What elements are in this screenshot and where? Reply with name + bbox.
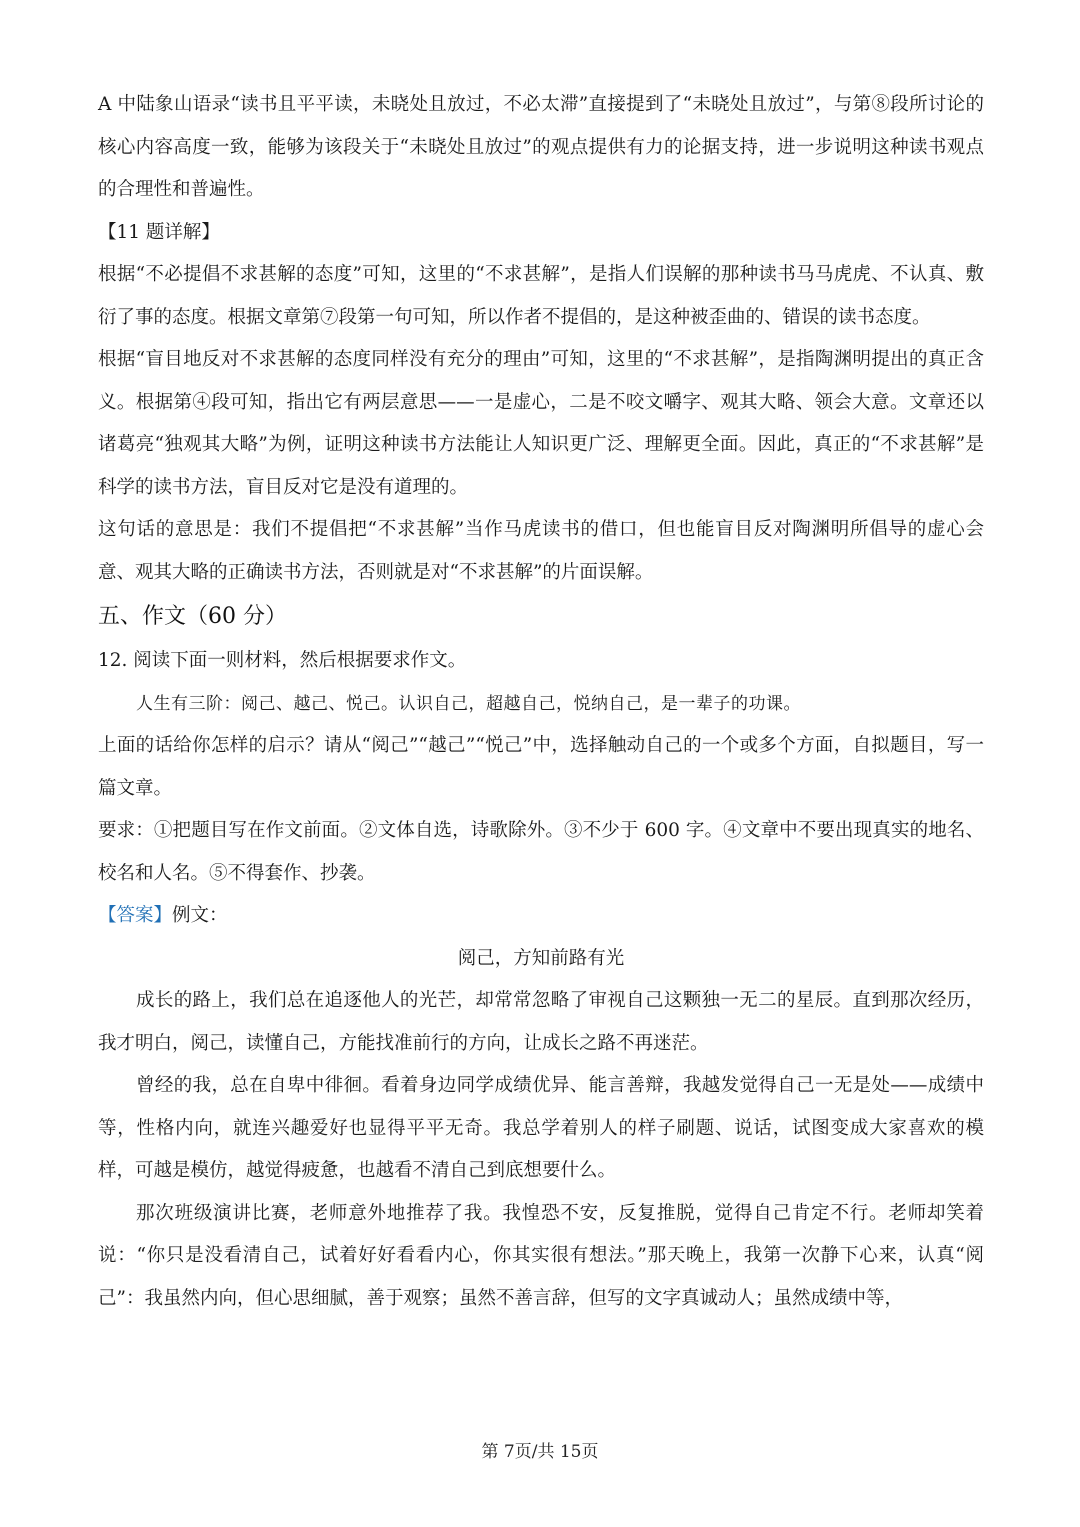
essay-paragraph: 那次班级演讲比赛，老师意外地推荐了我。我惶恐不安，反复推脱，觉得自己肯定不行。老师却笑着说：“你只是没看清自己，试着好好看看内心，你其实很有想法。”那天晚上，我第一次静下心来，认真“阅己”：我虽然内向，但心思细腻，善于观察；虽然不善言辞，但写的文字真诚动人；虽然成绩中等， bbox=[98, 1202, 984, 1309]
question-12-requirements: 要求：①把题目写在作文前面。②文体自选，诗歌除外。③不少于 600 字。④文章中不要出现真实的地名、校名和人名。⑤不得套作、抄袭。 bbox=[98, 820, 984, 884]
question-12-instruction: 上面的话给你怎样的启示？请从“阅己”“越己”“悦己”中，选择触动自己的一个或多个方面，自拟题目，写一篇文章。 bbox=[98, 735, 984, 799]
question-11-paragraph-2: 根据“盲目地反对不求甚解的态度同样没有充分的理由”可知，这里的“不求甚解”，是指陶渊明提出的真正含义。根据第④段可知，指出它有两层意思——一是虚心，二是不咬文嚼字、观其大略、领会大意。文章还以诸葛亮“独观其大略”为例，证明这种读书方法能让人知识更广泛、理解更全面。因此，真正的“不求甚解”是科学的读书方法，盲目反对它是没有道理的。 bbox=[98, 349, 984, 498]
analysis-paragraph-a: A 中陆象山语录“读书且平平读，未晓处且放过，不必太滞”直接提到了“未晓处且放过”，与第⑧段所讨论的核心内容高度一致，能够为该段关于“未晓处且放过”的观点提供有力的论据支持，进一步说明这种读书观点的合理性和普遍性。 bbox=[98, 94, 984, 200]
question-11-paragraph-1: 根据“不必提倡不求甚解的态度”可知，这里的“不求甚解”，是指人们误解的那种读书马马虎虎、不认真、敷衍了事的态度。根据文章第⑦段第一句可知，所以作者不提倡的，是这种被歪曲的、错误的读书态度。 bbox=[98, 264, 984, 328]
essay-title: 阅己，方知前路有光 bbox=[457, 947, 625, 969]
section-five-heading: 五、作文（60 分） bbox=[98, 604, 287, 629]
answer-intro: 例文： bbox=[172, 905, 228, 926]
answer-line bbox=[98, 895, 984, 938]
answer-label: 【答案】 bbox=[98, 905, 173, 926]
question-12-prompt: 12. 阅读下面一则材料，然后根据要求作文。 bbox=[98, 650, 467, 671]
question-12-material: 人生有三阶：阅己、越己、悦己。认识自己，超越自己，悦纳自己，是一辈子的功课。 bbox=[136, 693, 801, 714]
question-11-heading: 【11 题详解】 bbox=[98, 221, 220, 243]
essay-paragraph: 曾经的我，总在自卑中徘徊。看着身边同学成绩优异、能言善辩，我越发觉得自己一无是处——成绩中等，性格内向，就连兴趣爱好也显得平平无奇。我总学着别人的样子刷题、说话，试图变成大家喜欢的模样，可越是模仿，越觉得疲惫，也越看不清自己到底想要什么。 bbox=[98, 1075, 984, 1181]
document-body bbox=[98, 84, 984, 1320]
page-footer: 第 7页/共 15页 bbox=[481, 1442, 599, 1462]
essay-paragraph: 成长的路上，我们总在追逐他人的光芒，却常常忽略了审视自己这颗独一无二的星辰。直到那次经历，我才明白，阅己，读懂自己，方能找准前行的方向，让成长之路不再迷茫。 bbox=[98, 990, 984, 1054]
question-11-paragraph-3: 这句话的意思是：我们不提倡把“不求甚解”当作马虎读书的借口，但也能盲目反对陶渊明所倡导的虚心会意、观其大略的正确读书方法，否则就是对“不求甚解”的片面误解。 bbox=[98, 519, 984, 583]
